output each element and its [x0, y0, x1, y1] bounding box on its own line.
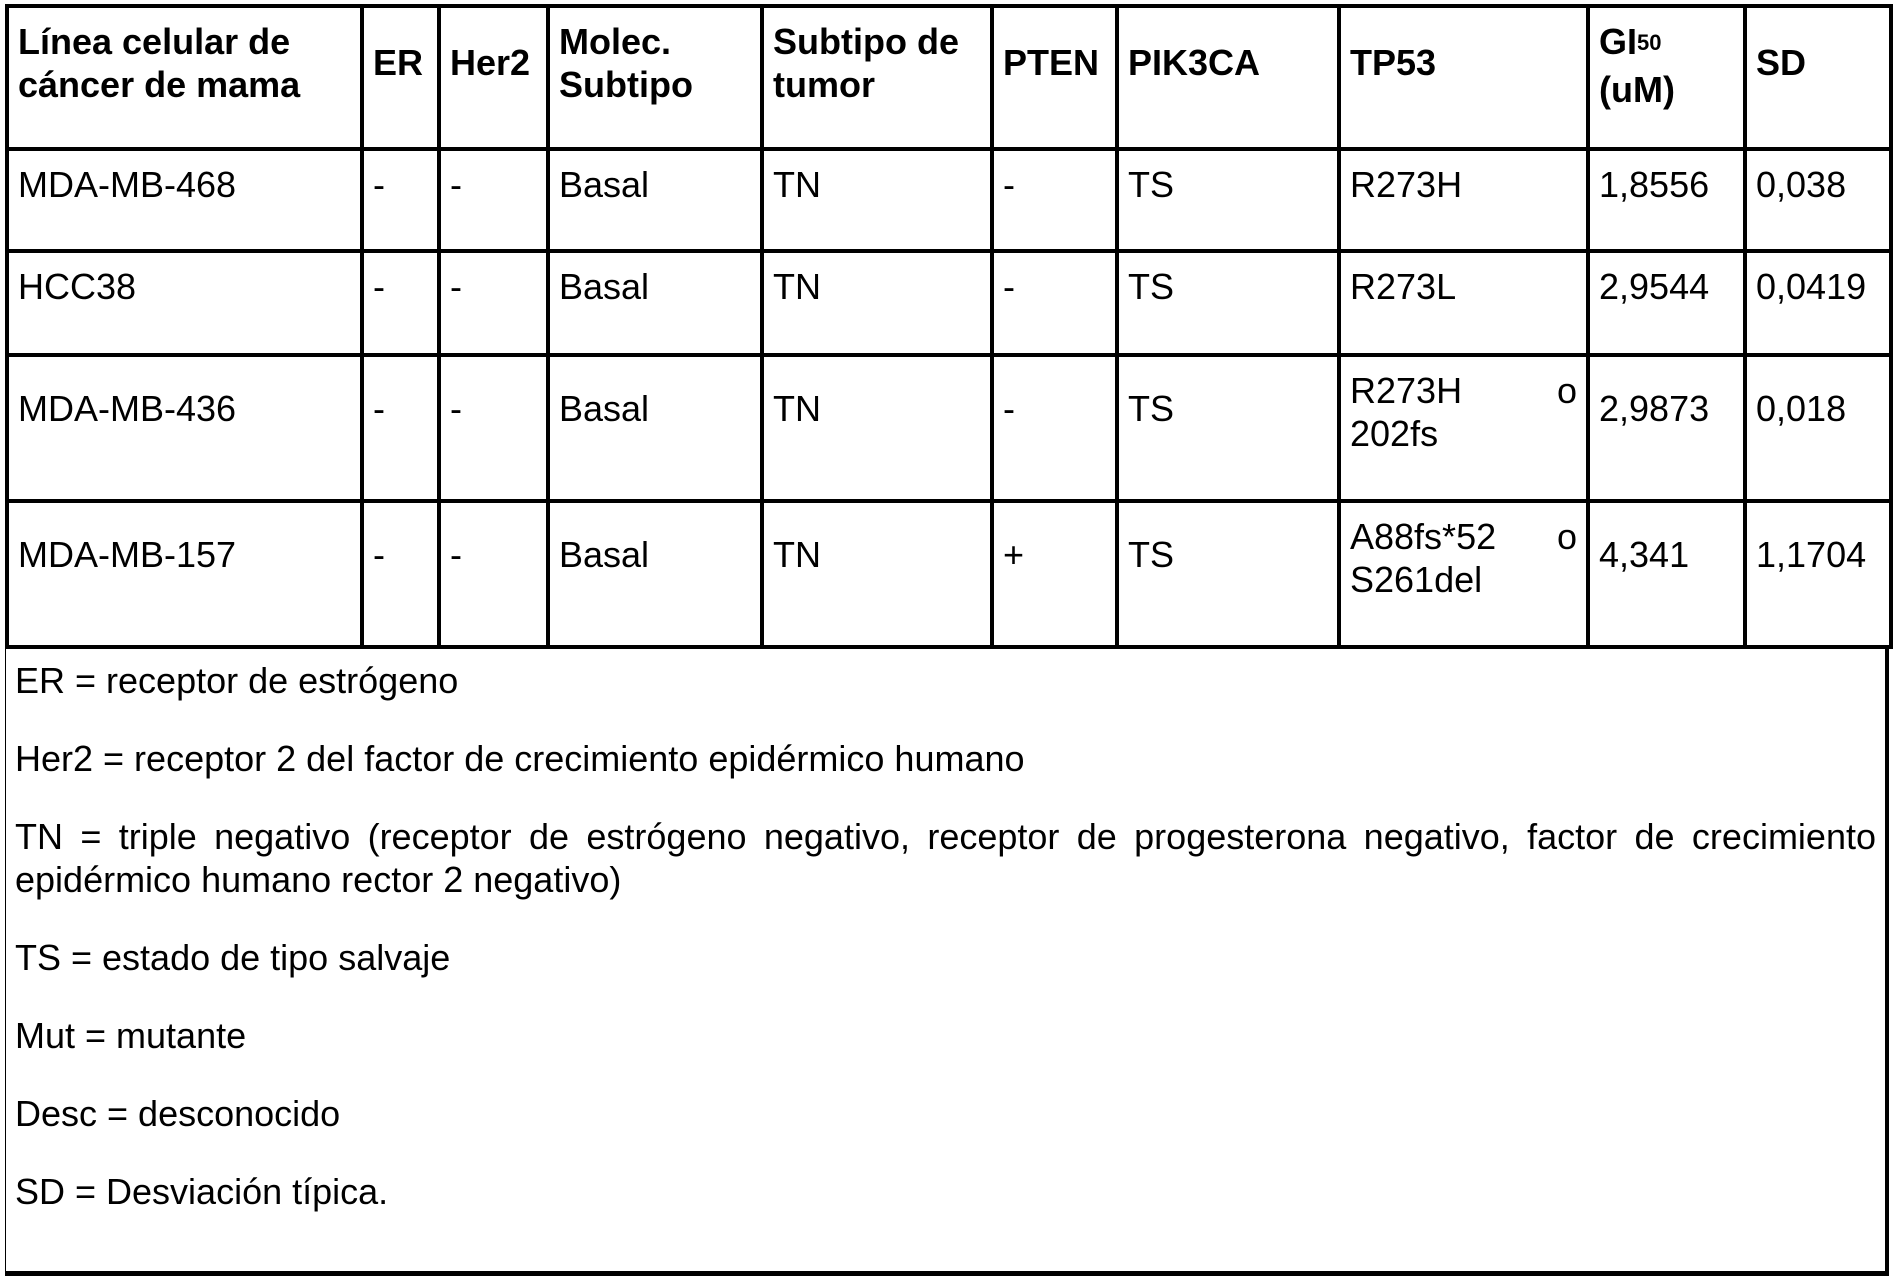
- tp53-variant-b: S261del: [1350, 559, 1483, 600]
- cell-sd: 1,1704: [1745, 501, 1891, 647]
- cell-pten: -: [992, 149, 1117, 251]
- cell-gi50: 2,9873: [1588, 355, 1745, 501]
- cell-pten: +: [992, 501, 1117, 647]
- table-row: [7, 501, 1891, 647]
- tp53-or: o: [1556, 370, 1577, 411]
- cell-her2: -: [439, 149, 548, 251]
- cell-molec: Basal: [548, 501, 762, 647]
- tp53-variant-b: 202fs: [1350, 413, 1439, 454]
- cell-line: MDA-MB-468: [7, 149, 362, 251]
- legend-desc: Desc = desconocido: [15, 1093, 341, 1134]
- cell-pten: -: [992, 355, 1117, 501]
- cell-sd: 0,018: [1745, 355, 1891, 501]
- cell-molec: Basal: [548, 149, 762, 251]
- cell-pik3ca: TS: [1117, 251, 1339, 355]
- tp53-line-1: [1350, 515, 1577, 558]
- cell-tp53: [1339, 501, 1588, 647]
- cell-her2: -: [439, 251, 548, 355]
- header-row: [7, 6, 1891, 149]
- gi50-label: GI: [1599, 21, 1638, 62]
- cell-gi50: 2,9544: [1588, 251, 1745, 355]
- cell-er: -: [362, 149, 439, 251]
- header-er: ER: [362, 6, 439, 149]
- legend-ts: TS = estado de tipo salvaje: [15, 937, 451, 978]
- cell-her2: -: [439, 355, 548, 501]
- header-gi50: [1588, 6, 1745, 149]
- legend-her2: Her2 = receptor 2 del factor de crecimiento epidérmico humano: [15, 738, 1025, 779]
- cell-sd: 0,038: [1745, 149, 1891, 251]
- legend-sd: SD = Desviación típica.: [15, 1171, 389, 1212]
- cell-tumor: TN: [762, 251, 992, 355]
- gi50-subscript: 50: [1637, 30, 1662, 55]
- gi50-unit: (uM): [1599, 69, 1675, 110]
- cell-her2: -: [439, 501, 548, 647]
- cell-tumor: TN: [762, 149, 992, 251]
- abbreviations-legend: [5, 649, 1889, 1276]
- header-tumor-subtipo: Subtipo de tumor: [762, 6, 992, 149]
- cell-line-table: [5, 4, 1893, 649]
- cell-gi50: 4,341: [1588, 501, 1745, 647]
- cell-tumor: TN: [762, 501, 992, 647]
- cell-er: -: [362, 251, 439, 355]
- cell-sd: 0,0419: [1745, 251, 1891, 355]
- cell-gi50: 1,8556: [1588, 149, 1745, 251]
- tp53-variant-a: A88fs*52: [1350, 516, 1497, 557]
- cell-pik3ca: TS: [1117, 355, 1339, 501]
- cell-pik3ca: TS: [1117, 501, 1339, 647]
- header-tp53: TP53: [1339, 6, 1588, 149]
- header-pik3ca: PIK3CA: [1117, 6, 1339, 149]
- header-molec-subtipo: Molec. Subtipo: [548, 6, 762, 149]
- cell-line: HCC38: [7, 251, 362, 355]
- cell-line: MDA-MB-157: [7, 501, 362, 647]
- tp53-or: o: [1556, 516, 1577, 557]
- tp53-line-1: [1350, 369, 1577, 412]
- legend-mut: Mut = mutante: [15, 1015, 247, 1056]
- cell-pik3ca: TS: [1117, 149, 1339, 251]
- cell-tp53: [1339, 355, 1588, 501]
- cell-tp53: R273L: [1339, 251, 1588, 355]
- table-row: [7, 251, 1891, 355]
- legend-er: ER = receptor de estrógeno: [15, 660, 459, 701]
- cell-pten: -: [992, 251, 1117, 355]
- table-row: [7, 355, 1891, 501]
- tp53-variant-a: R273H: [1350, 370, 1463, 411]
- header-her2: Her2: [439, 6, 548, 149]
- cell-molec: Basal: [548, 355, 762, 501]
- document: [5, 4, 1889, 1276]
- header-cell-line: Línea celular de cáncer de mama: [7, 6, 362, 149]
- cell-line: MDA-MB-436: [7, 355, 362, 501]
- table-row: [7, 149, 1891, 251]
- header-pten: PTEN: [992, 6, 1117, 149]
- legend-tn: TN = triple negativo (receptor de estrógeno negativo, receptor de progesterona negativo, factor de crecimiento epidérmico humano rector 2 negativo): [15, 816, 1876, 900]
- cell-tp53: R273H: [1339, 149, 1588, 251]
- cell-tumor: TN: [762, 355, 992, 501]
- header-sd: SD: [1745, 6, 1891, 149]
- cell-er: -: [362, 501, 439, 647]
- cell-molec: Basal: [548, 251, 762, 355]
- cell-er: -: [362, 355, 439, 501]
